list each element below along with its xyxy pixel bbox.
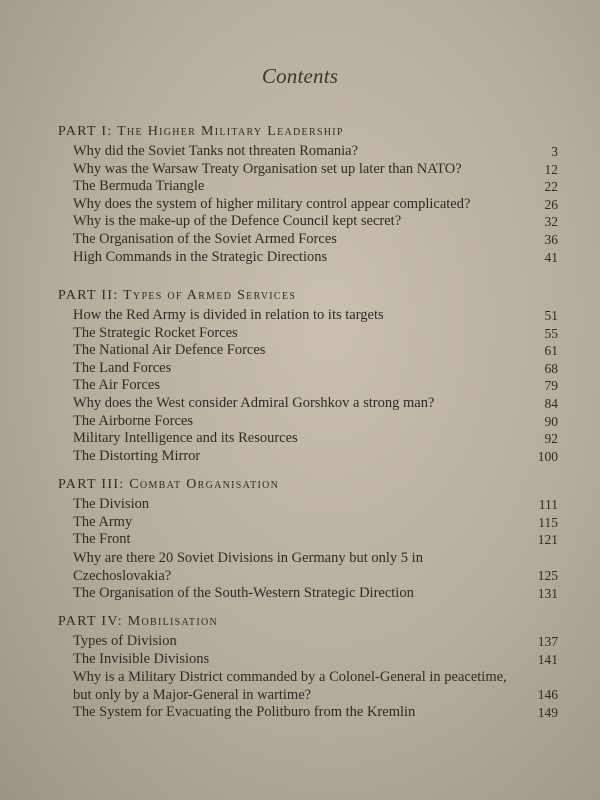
page-number: 131 — [537, 585, 558, 601]
entry-title: Military Intelligence and its Resources — [73, 430, 298, 447]
page-number: 92 — [544, 431, 558, 447]
entry-title: Why is a Military District commanded by a Colonel-General in peacetime, but only by a Major-General in wartime? — [73, 669, 507, 704]
page-number: 26 — [544, 196, 558, 212]
toc-entry — [58, 377, 558, 395]
page-number: 41 — [544, 249, 558, 265]
toc-entry — [58, 430, 558, 448]
entry-title: Why is the make-up of the Defence Council kept secret? — [73, 213, 402, 230]
toc-entry — [58, 196, 558, 214]
toc-entry — [58, 651, 558, 669]
toc-entry — [58, 213, 558, 231]
toc-entry — [58, 531, 558, 549]
toc-entry — [58, 342, 558, 360]
toc-entry — [58, 704, 558, 722]
toc-entry — [58, 668, 558, 704]
entry-title: The Organisation of the South-Western Strategic Direction — [73, 584, 414, 601]
page-number: 125 — [537, 567, 558, 583]
toc-entry — [58, 360, 558, 378]
entry-title: The Air Forces — [73, 377, 160, 394]
toc-entry — [58, 231, 558, 249]
entry-title: Why did the Soviet Tanks not threaten Romania? — [73, 143, 359, 159]
page-number: 79 — [544, 378, 558, 394]
page-number: 146 — [537, 687, 558, 703]
page-number: 55 — [544, 325, 558, 341]
page-number: 36 — [544, 231, 558, 247]
part-1 — [58, 124, 558, 266]
entry-title: Why was the Warsaw Treaty Organisation set up later than NATO? — [73, 160, 462, 177]
toc-entry — [58, 549, 558, 585]
part-heading: PART III: Combat Organisation — [58, 477, 280, 492]
toc-entry — [58, 249, 558, 267]
entry-title: Why are there 20 Soviet Divisions in Germany but only 5 in Czechoslovakia? — [73, 549, 423, 584]
entry-title: The Organisation of the Soviet Armed Forces — [73, 230, 337, 247]
page-number: 22 — [544, 179, 558, 195]
toc-entry — [58, 413, 558, 431]
toc-entry — [58, 325, 558, 343]
toc-entry — [58, 143, 558, 161]
part-4 — [58, 614, 558, 722]
entry-title: Why does the system of higher military control appear complicated? — [73, 195, 471, 212]
page-number: 90 — [544, 413, 558, 429]
page-number: 32 — [544, 214, 558, 230]
page-number: 68 — [544, 360, 558, 376]
page-number: 100 — [537, 448, 558, 464]
part-3 — [58, 477, 558, 602]
entry-title: Why does the West consider Admiral Gorshkov a strong man? — [73, 394, 435, 411]
entry-title: The Land Forces — [73, 359, 172, 376]
page-number: 121 — [537, 532, 558, 548]
toc-entry — [58, 633, 558, 651]
toc-entry — [58, 448, 558, 466]
entry-title: The National Air Defence Forces — [73, 342, 266, 359]
page-number: 137 — [537, 634, 558, 649]
entry-title: How the Red Army is divided in relation to its targets — [73, 307, 384, 323]
entry-title: The Airborne Forces — [73, 412, 193, 429]
entry-title: The Invisible Divisions — [73, 650, 210, 667]
entry-title: Types of Division — [73, 633, 177, 649]
page-number: 111 — [538, 497, 558, 512]
page-number: 12 — [544, 161, 558, 177]
page-number: 84 — [544, 395, 558, 411]
page-number: 61 — [544, 343, 558, 359]
page-number: 149 — [537, 705, 558, 721]
entry-title: The Army — [73, 513, 133, 530]
toc-entry — [58, 496, 558, 514]
toc-entry — [58, 514, 558, 532]
entry-title: High Commands in the Strategic Directions — [73, 248, 328, 265]
entry-title: The Bermuda Triangle — [73, 178, 205, 195]
entry-title: The Front — [73, 531, 131, 548]
part-heading: PART IV: Mobilisation — [58, 614, 218, 629]
entry-title: The Distorting Mirror — [73, 447, 201, 464]
part-2 — [58, 288, 558, 465]
page-number: 141 — [537, 651, 558, 667]
toc-entry — [58, 178, 558, 196]
page-title: Contents — [261, 64, 339, 88]
page-number: 3 — [551, 144, 558, 159]
part-heading: PART I: The Higher Military Leadership — [58, 124, 344, 139]
toc-entry — [58, 307, 558, 325]
entry-title: The Strategic Rocket Forces — [73, 324, 238, 341]
entry-title: The System for Evacuating the Politburo from the Kremlin — [73, 704, 416, 721]
page-number: 115 — [538, 514, 558, 530]
toc-entry — [58, 585, 558, 603]
entry-title: The Division — [73, 496, 150, 512]
part-heading: PART II: Types of Armed Services — [58, 288, 297, 303]
toc-entry — [58, 161, 558, 179]
toc-entry — [58, 395, 558, 413]
page-number: 51 — [544, 308, 558, 323]
